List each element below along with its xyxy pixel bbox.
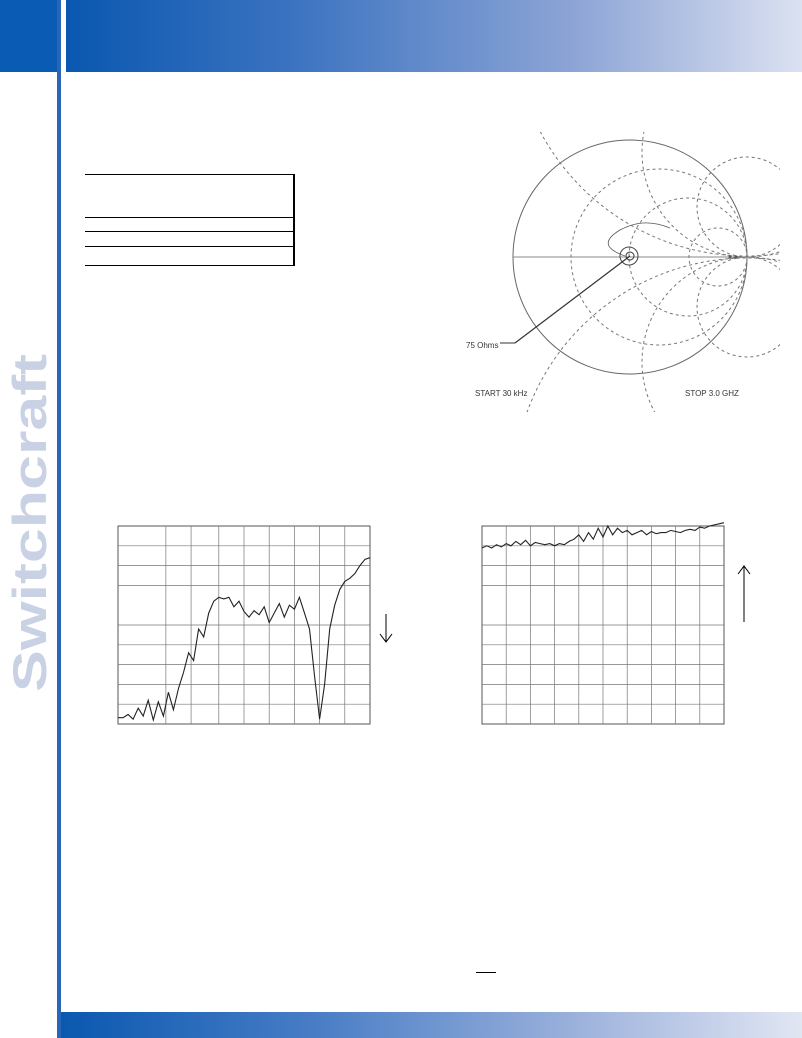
smith-reactance-circle [642, 132, 780, 257]
insertion-loss-chart [470, 522, 760, 728]
brand-logo-text: Switchcraft [3, 438, 56, 692]
smith-trace [608, 223, 670, 256]
corner-block [0, 0, 57, 72]
table-rule [85, 231, 295, 232]
footer-band [61, 1012, 802, 1038]
smith-point [735, 256, 738, 259]
table-rule [85, 265, 295, 266]
table-rule [85, 217, 295, 218]
smith-start-label: START 30 kHz [475, 389, 528, 398]
table-rule [85, 246, 295, 247]
smith-reactance-circle [513, 132, 780, 256]
chart-grid [482, 526, 724, 724]
spec-table [85, 174, 295, 266]
smith-chart [460, 132, 780, 412]
brand-logo [2, 350, 62, 700]
smith-point [729, 256, 732, 259]
smith-reactance-circle [513, 258, 780, 412]
smith-marker-label: 75 Ohms [466, 341, 499, 350]
header-band [66, 0, 802, 72]
smith-reactance-circle [697, 157, 780, 257]
footnote-rule [476, 972, 496, 973]
smith-stop-label: STOP 3.0 GHZ [685, 389, 739, 398]
smith-reactance-circle [697, 257, 780, 357]
table-rule [293, 174, 295, 266]
table-rule [85, 174, 295, 175]
smith-leader-line [515, 256, 630, 343]
return-loss-chart [110, 522, 410, 728]
chart-grid [118, 526, 370, 724]
